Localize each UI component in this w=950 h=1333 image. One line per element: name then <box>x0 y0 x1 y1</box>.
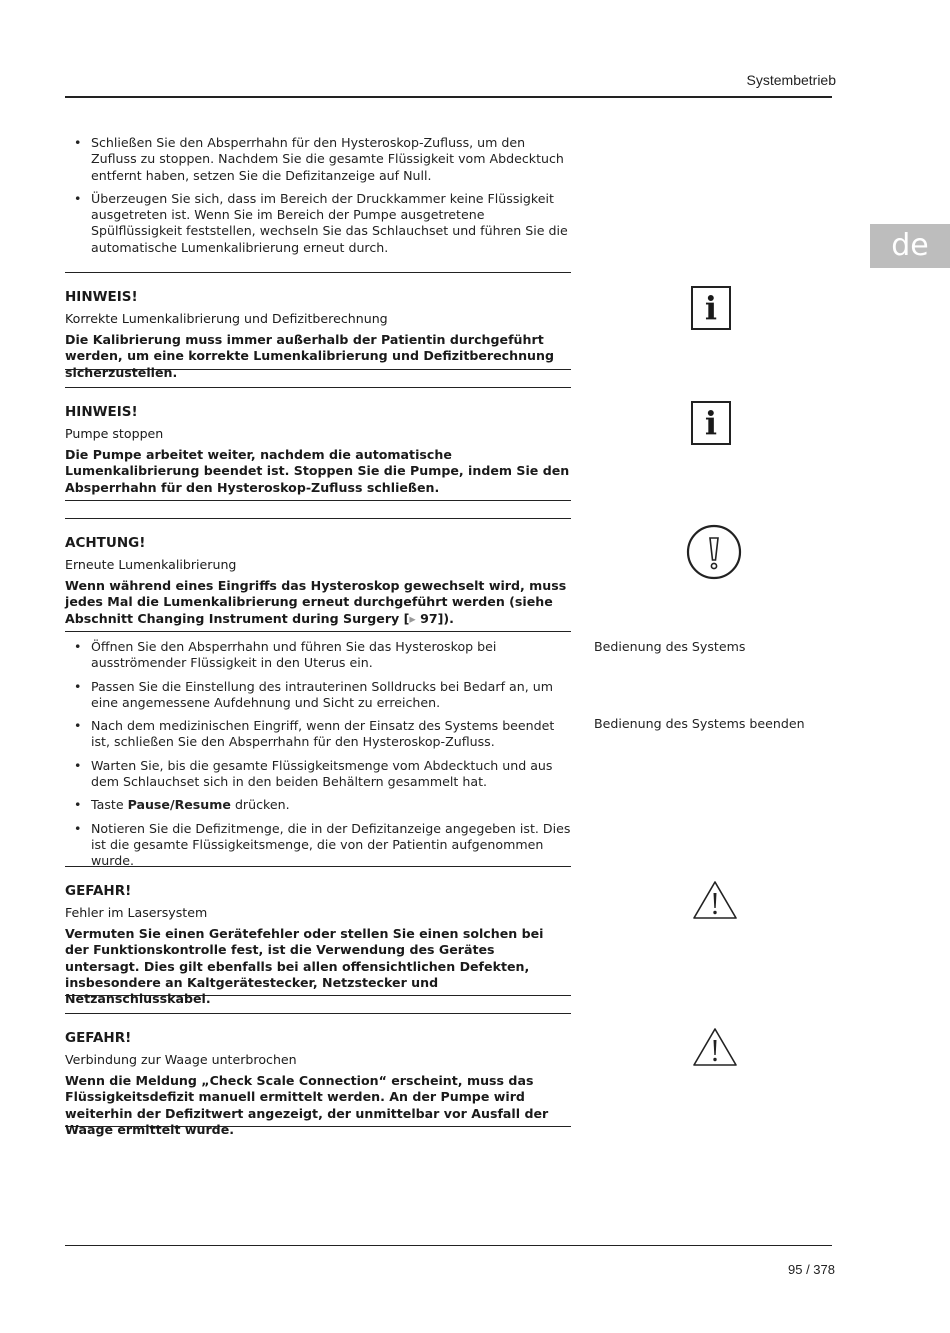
warning-triangle-icon <box>692 880 738 920</box>
page-number: 95 / 378 <box>788 1262 835 1277</box>
list-item: • Taste Pause/Resume drücken. <box>65 797 571 813</box>
caution-icon <box>686 524 742 580</box>
notice-body: Die Kalibrierung muss immer außerhalb der Patientin durchgeführt werden, um eine korrekte Lumenkalibrierung und Defizitberechnung sicherzustellen. <box>65 332 555 380</box>
language-tab: de <box>870 224 950 268</box>
list-item: • Schließen Sie den Absperrhahn für den Hysteroskop-Zufluss, um den Zufluss zu stoppen. Nachdem Sie die gesamte Flüssigkeit vom Abdecktuch entfernt haben, setzen Sie die Defizitanzeige auf Null. <box>65 135 571 184</box>
notice-body-text: Wenn während eines Eingriffs das Hysteroskop gewechselt wird, muss jedes Mal die Lumenkalibrierung erneut durchgeführt werden (siehe Abschnitt Changing Instrument during Surgery [ <box>65 578 567 626</box>
notice-body: Die Pumpe arbeitet weiter, nachdem die automatische Lumenkalibrierung beendet ist. Stoppen Sie die Pumpe, indem Sie den Absperrhahn für den Hysteroskop-Zufluss schließen. <box>65 447 570 495</box>
notice-box <box>65 387 571 501</box>
list-item: • Überzeugen Sie sich, dass im Bereich der Druckkammer keine Flüssigkeit ausgetreten ist. Wenn Sie im Bereich der Pumpe ausgetretene Spülflüssigkeit feststellen, wechseln Sie das Schlauchset und führen Sie die automatische Lumenkalibrierung erneut durch. <box>65 191 571 256</box>
notice-title: HINWEIS! <box>65 289 138 305</box>
bullet-list-top <box>65 135 571 263</box>
page-header-title: Systembetrieb <box>746 72 836 88</box>
notice-body: Vermuten Sie einen Gerätefehler oder stellen Sie einen solchen bei der Funktionskontrolle fest, ist die Verwendung des Gerätes untersagt. Dies gilt ebenfalls bei allen offensichtlichen Defekten, insbesondere an Kaltgerätestecker, Netzstecker und Netzanschlusskabel. <box>65 926 544 1007</box>
bullet-list-middle <box>65 639 571 877</box>
info-icon: i <box>691 401 731 445</box>
notice-box <box>65 1013 571 1137</box>
info-icon: i <box>691 286 731 330</box>
notice-subtitle: Verbindung zur Waage unterbrochen <box>65 1052 297 1067</box>
list-item: • Nach dem medizinischen Eingriff, wenn der Einsatz des Systems beendet ist, schließen Sie den Absperrhahn für den Hysteroskop-Zufluss. <box>65 718 571 751</box>
list-item: • Notieren Sie die Defizitmenge, die in der Defizitanzeige angegeben ist. Dies ist die gesamte Flüssigkeitsmenge, die von der Patientin aufgenommen wurde. <box>65 821 571 870</box>
list-item: • Öffnen Sie den Absperrhahn und führen Sie das Hysteroskop bei ausströmender Flüssigkeit in den Uterus ein. <box>65 639 571 672</box>
notice-box <box>65 518 571 632</box>
side-label: Bedienung des Systems beenden <box>594 716 805 731</box>
notice-subtitle: Pumpe stoppen <box>65 426 164 441</box>
notice-subtitle: Korrekte Lumenkalibrierung und Defizitberechnung <box>65 311 388 326</box>
notice-title: HINWEIS! <box>65 404 138 420</box>
notice-title: ACHTUNG! <box>65 535 146 551</box>
key-label: Pause/Resume <box>127 797 231 813</box>
notice-subtitle: Erneute Lumenkalibrierung <box>65 557 237 572</box>
side-label: Bedienung des Systems <box>594 639 746 654</box>
header-rule <box>65 96 832 98</box>
list-item: • Warten Sie, bis die gesamte Flüssigkeitsmenge vom Abdecktuch und aus dem Schlauchset sich in den beiden Behältern gesammelt hat. <box>65 758 571 791</box>
cross-reference-arrow-icon[interactable]: ▸ <box>409 610 416 626</box>
notice-subtitle: Fehler im Lasersystem <box>65 905 208 920</box>
notice-body <box>65 578 571 627</box>
notice-box <box>65 272 571 380</box>
notice-title: GEFAHR! <box>65 883 132 899</box>
footer-rule <box>65 1245 832 1246</box>
list-item: • Passen Sie die Einstellung des intrauterinen Solldrucks bei Bedarf an, um eine angemessene Aufdehnung und Sicht zu erreichen. <box>65 679 571 712</box>
notice-box <box>65 866 571 1007</box>
notice-body: Wenn die Meldung „Check Scale Connection“ erscheint, muss das Flüssigkeitsdefizit manuell ermittelt werden. An der Pumpe wird weiterhin der Defizitwert angezeigt, der unmittelbar vor Ausfall der Waage ermittelt wurde. <box>65 1073 549 1137</box>
cross-reference-page[interactable]: 97]). <box>415 610 454 626</box>
notice-title: GEFAHR! <box>65 1030 132 1046</box>
warning-triangle-icon <box>692 1027 738 1067</box>
